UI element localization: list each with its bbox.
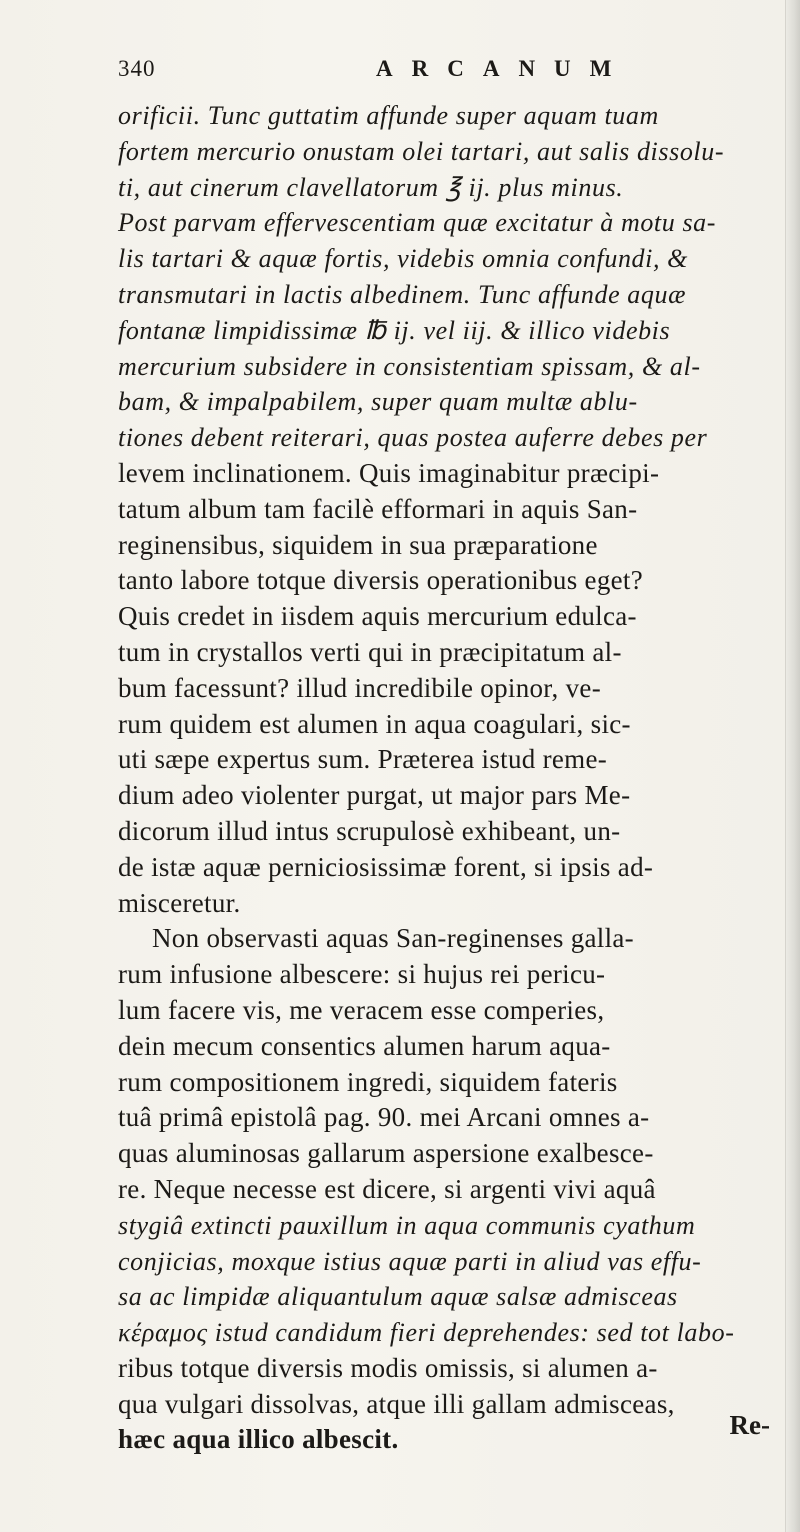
text-line: Quis credet in iisdem aquis mercurium edulca-: [118, 601, 637, 632]
text-line-last: hæc aqua illico albescit.: [118, 1424, 399, 1455]
text-line: rum quidem est alumen in aqua coagulari, sic-: [118, 708, 631, 739]
text-line: quas aluminosas gallarum aspersione exalbesce-: [118, 1138, 654, 1169]
text-line: orificii. Tunc guttatim affunde super aquam tuam: [118, 101, 659, 130]
text-line: de istæ aquæ perniciosissimæ forent, si ipsis ad-: [118, 851, 654, 882]
text-line: rum infusione albescere: si hujus rei pericu-: [118, 959, 606, 990]
catchword: Re-: [729, 1410, 770, 1440]
text-line: sa ac limpidæ aliquantulum aquæ salsæ admisceas: [118, 1282, 678, 1312]
text-line: rum compositionem ingredi, siquidem fateris: [118, 1066, 618, 1097]
text-line: fontanæ limpidissimæ ℔ ij. vel iij. & illico videbis: [118, 315, 671, 345]
text-line: levem inclinationem. Quis imaginabitur præcipi-: [118, 457, 660, 488]
text-line: tum in crystallos verti qui in præcipitatum al-: [118, 636, 622, 667]
text-line: tuâ primâ epistolâ pag. 90. mei Arcani omnes a-: [118, 1102, 650, 1133]
text-line: re. Neque necesse est dicere, si argenti vivi aquâ: [118, 1173, 656, 1204]
text-line: conjicias, moxque istius aquæ parti in aliud vas effu-: [118, 1246, 702, 1276]
page-number: 340: [118, 56, 156, 81]
text-line: bum facessunt? illud incredibile opinor, ve-: [118, 672, 601, 703]
body-text: [118, 98, 786, 1458]
text-line: fortem mercurio onustam olei tartari, aut salis dissolu-: [118, 136, 725, 166]
text-line: reginensibus, siquidem in sua præparatione: [118, 529, 598, 560]
running-title: ARCANUM: [376, 56, 631, 81]
text-line: misceretur.: [118, 887, 241, 918]
text-line: Post parvam effervescentiam quæ excitatur à motu sa-: [118, 208, 717, 238]
paragraph-start-line: Non observasti aquas San-reginenses galla-: [152, 923, 634, 954]
text-line: tatum album tam facilè efformari in aquis San-: [118, 493, 638, 524]
text-line: bam, & impalpabilem, super quam multæ ablu-: [118, 387, 638, 417]
page-header: [118, 56, 758, 90]
text-line: κέραμος istud candidum fieri deprehendes: sed tot labo-: [118, 1318, 735, 1348]
text-line: mercurium subsidere in consistentiam spissam, & al-: [118, 351, 701, 381]
text-line: lis tartari & aquæ fortis, videbis omnia confundi, &: [118, 244, 689, 274]
page-edge: [785, 0, 800, 1532]
text-line: tiones debent reiterari, quas postea auferre debes per: [118, 423, 708, 453]
text-line: dicorum illud intus scrupulosè exhibeant, un-: [118, 815, 621, 846]
text-line: ti, aut cinerum clavellatorum ℥ ij. plus minus.: [118, 172, 624, 202]
text-line: uti sæpe expertus sum. Præterea istud reme-: [118, 744, 608, 775]
text-line: lum facere vis, me veracem esse comperies,: [118, 994, 605, 1025]
text-line: dium adeo violenter purgat, ut major pars Me-: [118, 780, 631, 811]
text-line: qua vulgari dissolvas, atque illi gallam admisceas,: [118, 1388, 675, 1419]
text-line: dein mecum consentics alumen harum aqua-: [118, 1030, 611, 1061]
text-line: transmutari in lactis albedinem. Tunc affunde aquæ: [118, 279, 687, 309]
text-line: stygiâ extincti pauxillum in aqua communis cyathum: [118, 1210, 696, 1240]
text-line: tanto labore totque diversis operationibus eget?: [118, 565, 643, 596]
text-line: ribus totque diversis modis omissis, si alumen a-: [118, 1352, 658, 1383]
